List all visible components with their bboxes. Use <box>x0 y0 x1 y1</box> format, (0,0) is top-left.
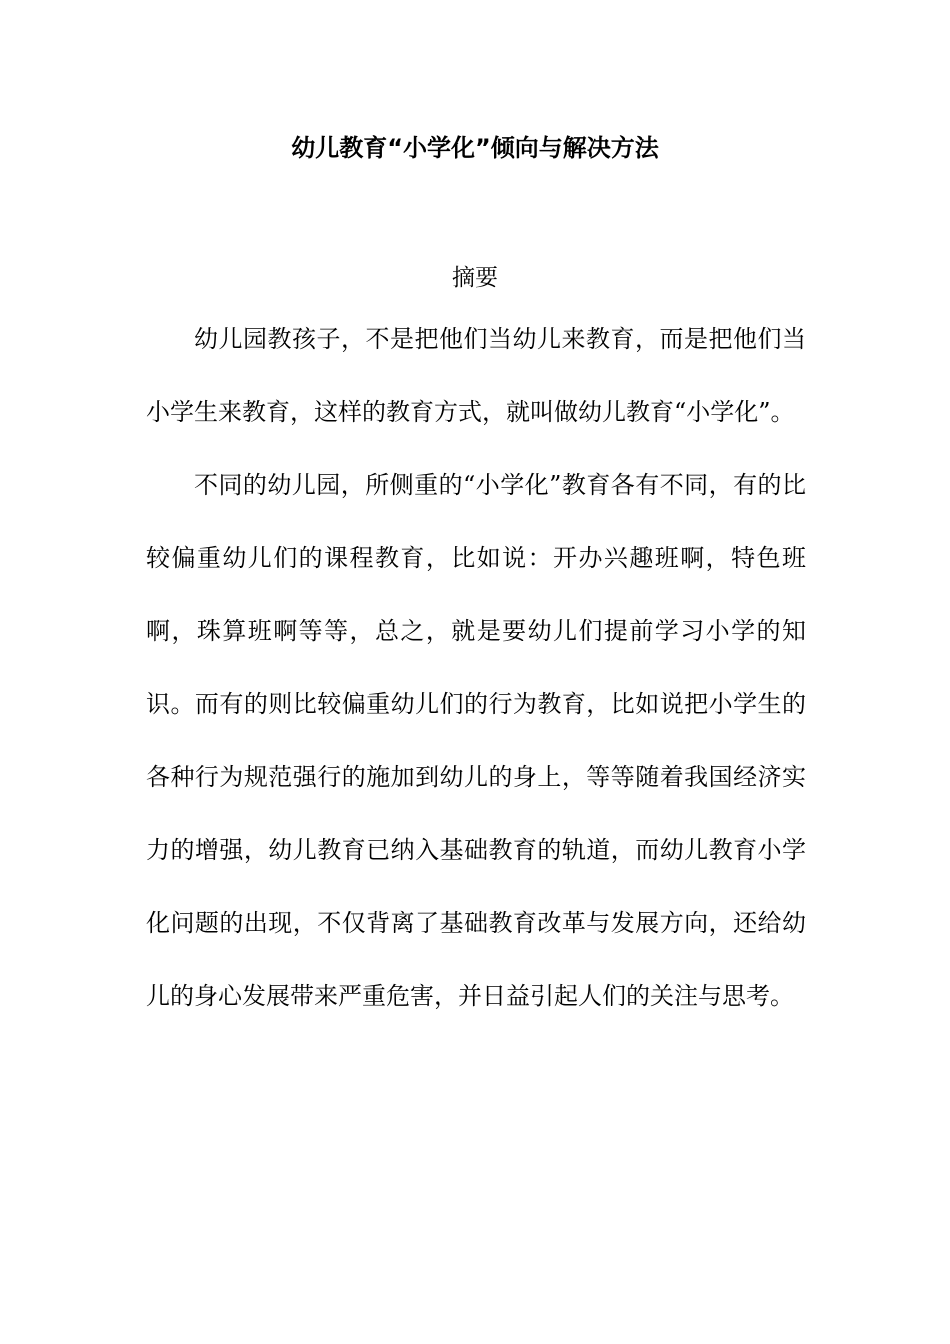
abstract-body <box>146 303 806 1033</box>
abstract-paragraph-2: 不同的幼儿园，所侧重的“小学化”教育各有不同，有的比较偏重幼儿们的课程教育，比如说：开办兴趣班啊，特色班啊，珠算班啊等等，总之，就是要幼儿们提前学习小学的知识。而有的则比较偏重幼儿们的行为教育，比如说把小学生的各种行为规范强行的施加到幼儿的身上，等等随着我国经济实力的增强，幼儿教育已纳入基础教育的轨道，而幼儿教育小学化问题的出现，不仅背离了基础教育改革与发展方向，还给幼儿的身心发展带来严重危害，并日益引起人们的关注与思考。 <box>146 471 806 1010</box>
document-title: 幼儿教育“小学化”倾向与解决方法 <box>291 134 659 162</box>
abstract-heading: 摘要 <box>452 265 498 291</box>
abstract-paragraph-1: 幼儿园教孩子，不是把他们当幼儿来教育，而是把他们当小学生来教育，这样的教育方式，就叫做幼儿教育“小学化”。 <box>146 325 806 426</box>
